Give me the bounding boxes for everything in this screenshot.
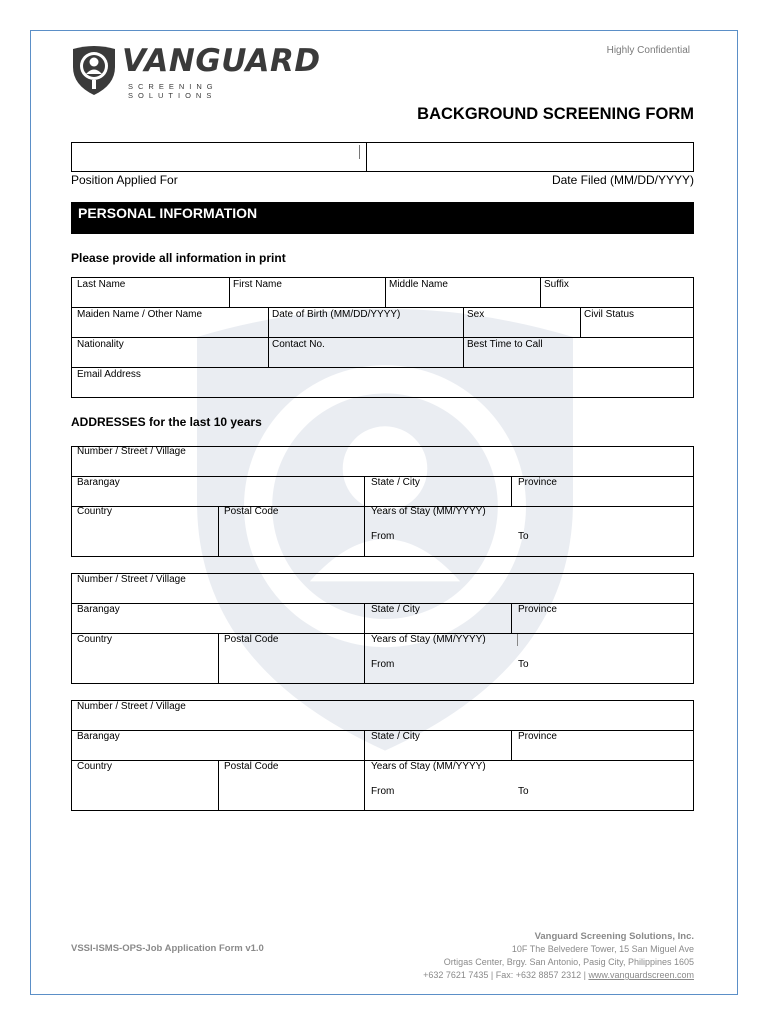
province-field[interactable]: Province [518,731,557,742]
barangay-field[interactable]: Barangay [77,604,120,615]
from-field[interactable]: From [371,786,395,797]
best-time-field[interactable]: Best Time to Call [467,339,543,350]
province-field[interactable]: Province [518,604,557,615]
country-field[interactable]: Country [77,761,113,772]
province-field[interactable]: Province [518,477,557,488]
to-field[interactable]: To [518,786,529,797]
postal-code-field[interactable]: Postal Code [224,761,279,772]
country-field[interactable]: Country [77,506,113,517]
shield-person-icon [70,45,118,97]
instruction-text: Please provide all information in print [71,251,286,265]
middle-name-field[interactable]: Middle Name [389,279,448,290]
logo-wordmark: VANGUARD [122,43,321,79]
barangay-field[interactable]: Barangay [77,731,120,742]
date-filed-label: Date Filed (MM/DD/YYYY) [551,173,694,187]
state-city-field[interactable]: State / City [371,604,420,615]
to-field[interactable]: To [518,659,529,670]
logo-tagline: SCREENING SOLUTIONS [128,82,218,100]
form-title: BACKGROUND SCREENING FORM [417,105,694,123]
addresses-heading: ADDRESSES for the last 10 years [71,415,262,429]
state-city-field[interactable]: State / City [371,477,420,488]
from-field[interactable]: From [371,659,395,670]
company-address-line2: Ortigas Center, Brgy. San Antonio, Pasig City, Philippines 1605 [443,957,694,967]
email-field[interactable]: Email Address [77,369,141,380]
company-contact-line [423,969,694,982]
maiden-name-field[interactable]: Maiden Name / Other Name [77,309,203,320]
website-link[interactable]: www.vanguardscreen.com [588,970,694,980]
document-code: VSSI-ISMS-OPS-Job Application Form v1.0 [71,943,264,954]
country-field[interactable]: Country [77,634,113,645]
contact-field[interactable]: Contact No. [272,339,325,350]
section-title: PERSONAL INFORMATION [78,205,258,221]
barangay-field[interactable]: Barangay [77,477,120,488]
nationality-field[interactable]: Nationality [77,339,124,350]
postal-code-field[interactable]: Postal Code [224,634,279,645]
position-label: Position Applied For [71,173,178,187]
confidentiality-label: Highly Confidential [606,45,690,56]
years-of-stay-label: Years of Stay (MM/YYYY) [371,634,486,645]
company-address-line1: 10F The Belvedere Tower, 15 San Miguel Ave [511,944,694,954]
years-of-stay-label: Years of Stay (MM/YYYY) [371,506,486,517]
from-field[interactable]: From [371,531,395,542]
date-filed-input[interactable] [367,143,693,171]
street-field[interactable]: Number / Street / Village [77,446,186,457]
suffix-field[interactable]: Suffix [544,279,569,290]
position-input[interactable] [72,143,366,171]
street-field[interactable]: Number / Street / Village [77,701,186,712]
company-name: Vanguard Screening Solutions, Inc. [534,931,694,942]
company-footer [423,930,694,982]
street-field[interactable]: Number / Street / Village [77,574,186,585]
sex-field[interactable]: Sex [467,309,485,320]
to-field[interactable]: To [518,531,529,542]
phone-fax: +632 7621 7435 | Fax: +632 8857 2312 | [423,970,589,980]
dob-field[interactable]: Date of Birth (MM/DD/YYYY) [272,309,401,320]
years-of-stay-label: Years of Stay (MM/YYYY) [371,761,486,772]
first-name-field[interactable]: First Name [233,279,282,290]
logo [70,43,321,100]
personal-info-header [71,202,694,234]
postal-code-field[interactable]: Postal Code [224,506,279,517]
civil-status-field[interactable]: Civil Status [584,309,635,320]
last-name-field[interactable]: Last Name [77,279,126,290]
state-city-field[interactable]: State / City [371,731,420,742]
position-date-box [71,142,694,172]
